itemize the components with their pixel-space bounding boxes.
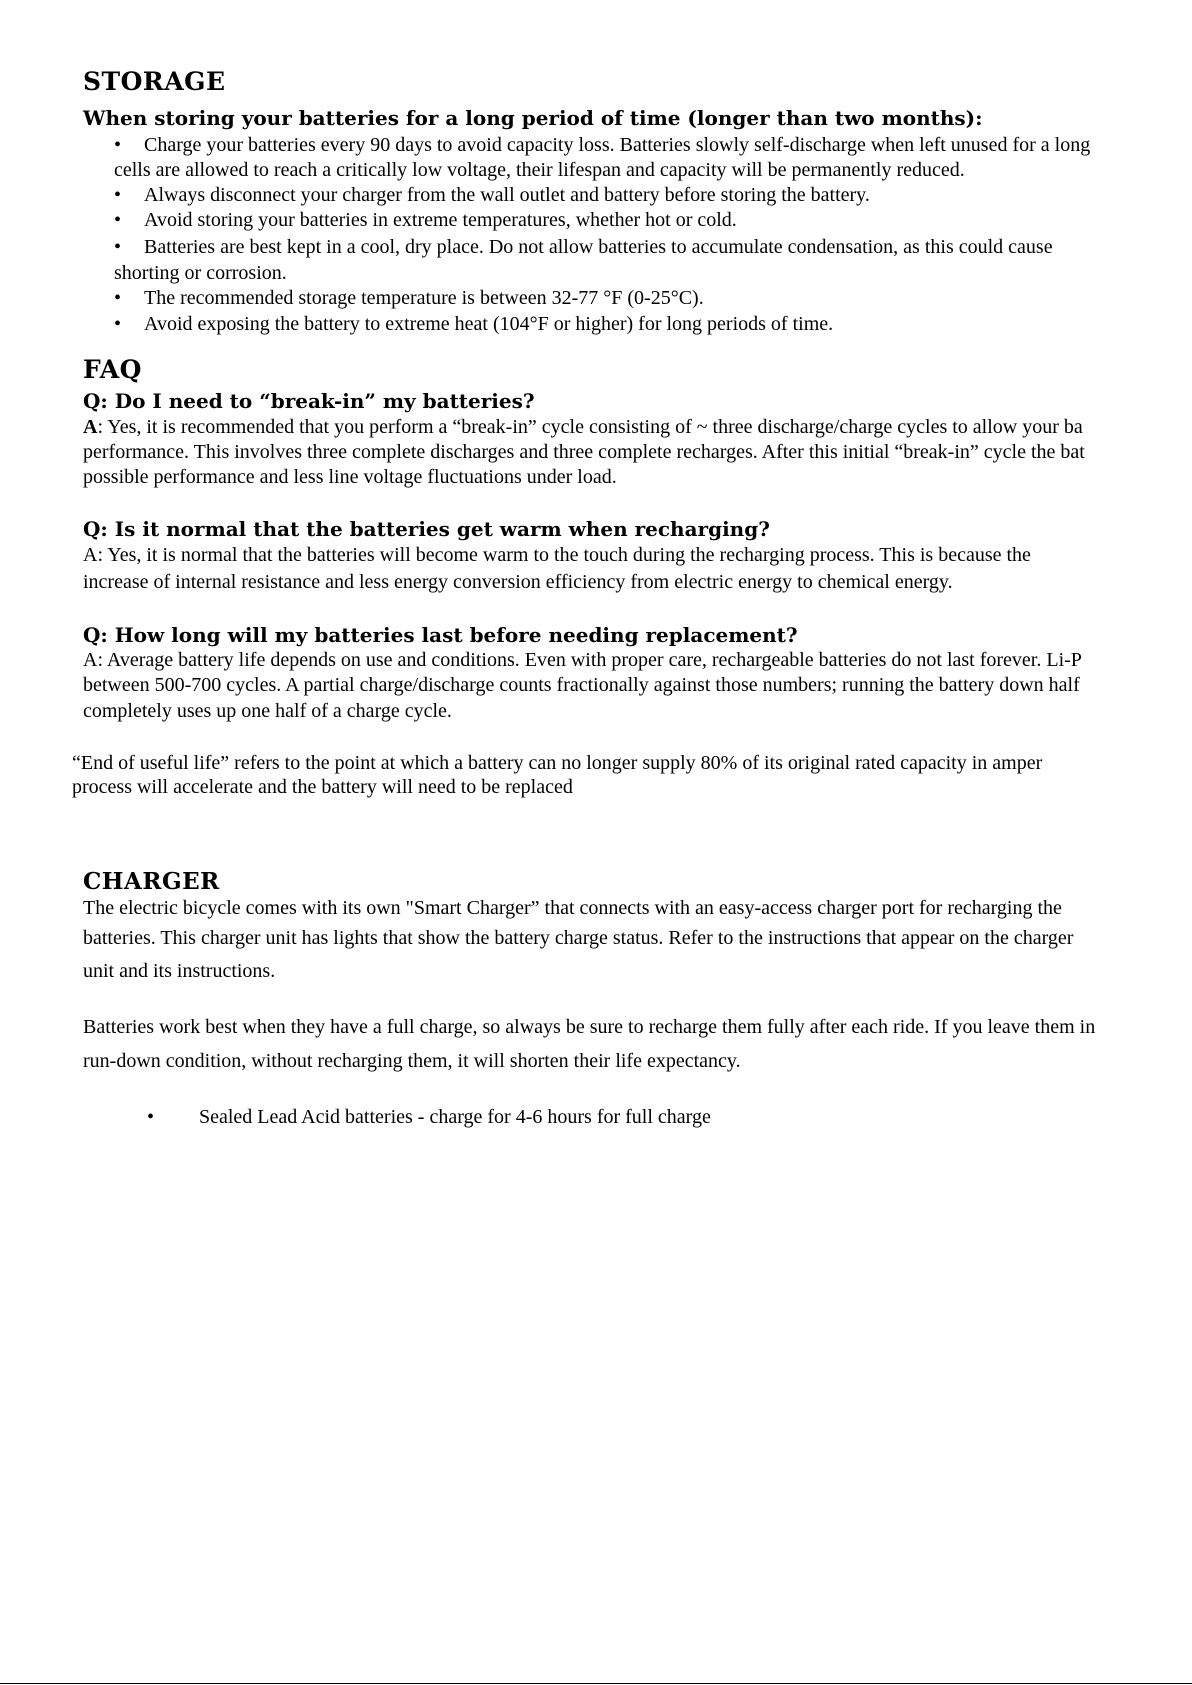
storage-heading: STORAGE bbox=[83, 67, 226, 96]
list-item-text: Avoid storing your batteries in extreme temperatures, whether hot or cold. bbox=[144, 209, 737, 231]
storage-bullet-3 bbox=[114, 208, 737, 232]
page-bottom-border bbox=[0, 1683, 1192, 1684]
bullet-icon: • bbox=[114, 287, 122, 309]
faq-answer-3-line-3: completely uses up one half of a charge cycle. bbox=[83, 700, 452, 722]
charger-para-2-line-2: run-down condition, without recharging them, it will shorten their life expectancy. bbox=[83, 1050, 741, 1072]
storage-subheading: When storing your batteries for a long period of time (longer than two months): bbox=[83, 106, 983, 130]
faq-heading: FAQ bbox=[83, 355, 142, 384]
storage-bullet-1-cont: cells are allowed to reach a critically low voltage, their lifespan and capacity will be permanently reduced. bbox=[114, 159, 965, 181]
list-item-text: Sealed Lead Acid batteries - charge for 4-6 hours for full charge bbox=[199, 1106, 711, 1128]
faq-answer-2-line-1: A: Yes, it is normal that the batteries will become warm to the touch during the recharging process. This is because the bbox=[83, 544, 1031, 566]
bullet-icon: • bbox=[147, 1106, 155, 1128]
list-item-text: Always disconnect your charger from the wall outlet and battery before storing the battery. bbox=[144, 184, 870, 206]
faq-question-2: Q: Is it normal that the batteries get warm when recharging? bbox=[83, 517, 770, 541]
faq-answer-1-line-1 bbox=[83, 415, 1083, 439]
storage-bullet-5 bbox=[114, 286, 704, 310]
faq-answer-3-line-2: between 500-700 cycles. A partial charge/discharge counts fractionally against those numbers; running the battery down half bbox=[83, 674, 1080, 696]
charger-heading: CHARGER bbox=[83, 868, 220, 895]
storage-bullet-1 bbox=[114, 133, 1090, 157]
list-item-text: The recommended storage temperature is between 32-77 °F (0-25°C). bbox=[144, 287, 704, 309]
charger-para-2-line-1: Batteries work best when they have a full charge, so always be sure to recharge them fully after each ride. If you leave them in bbox=[83, 1016, 1096, 1038]
faq-answer-1-line-3: possible performance and less line voltage fluctuations under load. bbox=[83, 466, 617, 488]
bullet-icon: • bbox=[114, 236, 122, 258]
faq-question-1: Q: Do I need to “break-in” my batteries? bbox=[83, 389, 535, 413]
faq-question-3: Q: How long will my batteries last before needing replacement? bbox=[83, 623, 798, 647]
charger-para-1-line-1: The electric bicycle comes with its own "Smart Charger” that connects with an easy-access charger port for recharging the bbox=[83, 897, 1062, 919]
charger-bullet-1 bbox=[147, 1105, 711, 1129]
storage-bullet-4 bbox=[114, 235, 1053, 259]
storage-bullet-6 bbox=[114, 312, 833, 336]
answer-text: : Yes, it is recommended that you perform a “break-in” cycle consisting of ~ three discharge/charge cycles to allow your ba bbox=[97, 416, 1083, 438]
bullet-icon: • bbox=[114, 184, 122, 206]
storage-bullet-4-cont: shorting or corrosion. bbox=[114, 262, 287, 284]
faq-answer-1-line-2: performance. This involves three complete discharges and three complete recharges. After this initial “break-in” cycle the bat bbox=[83, 441, 1085, 463]
answer-prefix: A bbox=[83, 416, 98, 438]
faq-note-line-2: process will accelerate and the battery will need to be replaced bbox=[72, 776, 573, 798]
list-item-text: Charge your batteries every 90 days to avoid capacity loss. Batteries slowly self-discharge when left unused for a long bbox=[144, 134, 1091, 156]
charger-para-1-line-3: unit and its instructions. bbox=[83, 960, 276, 982]
faq-answer-3-line-1: A: Average battery life depends on use and conditions. Even with proper care, rechargeable batteries do not last forever. Li-P bbox=[83, 649, 1082, 671]
list-item-text: Avoid exposing the battery to extreme heat (104°F or higher) for long periods of time. bbox=[144, 313, 834, 335]
faq-note-line-1: “End of useful life” refers to the point at which a battery can no longer supply 80% of its original rated capacity in amper bbox=[72, 752, 1043, 774]
charger-para-1-line-2: batteries. This charger unit has lights that show the battery charge status. Refer to the instructions that appear on the charger bbox=[83, 927, 1074, 949]
bullet-icon: • bbox=[114, 313, 122, 335]
faq-answer-2-line-2: increase of internal resistance and less energy conversion efficiency from electric energy to chemical energy. bbox=[83, 571, 953, 593]
bullet-icon: • bbox=[114, 134, 122, 156]
bullet-icon: • bbox=[114, 209, 122, 231]
storage-bullet-2 bbox=[114, 183, 870, 207]
list-item-text: Batteries are best kept in a cool, dry place. Do not allow batteries to accumulate condensation, as this could cause bbox=[144, 236, 1053, 258]
